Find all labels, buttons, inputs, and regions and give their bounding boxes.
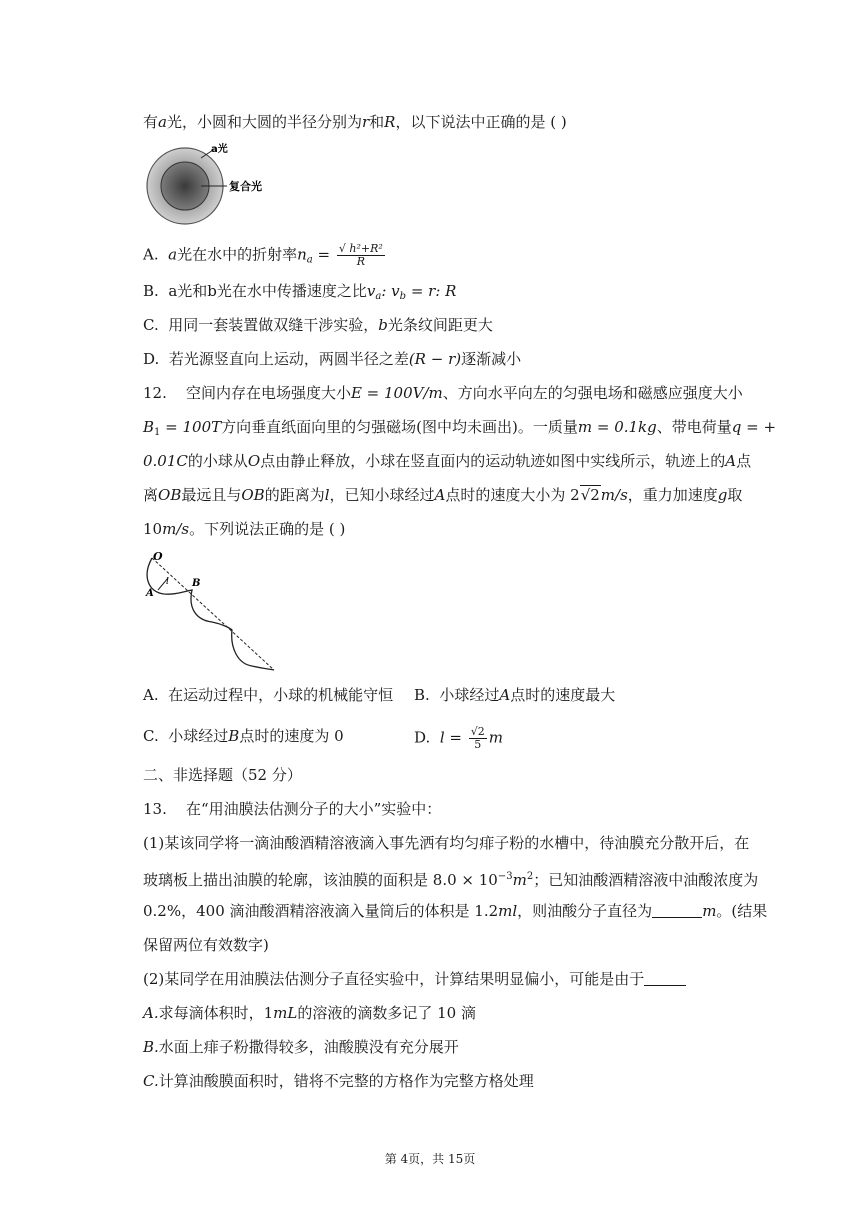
page-footer: 第 4页，共 15页 [384,1152,476,1166]
q11-option-a: A. a光在水中的折射率$n_a$ = $\frac{\text{√ h²+R²}}{R}$ [143,242,383,268]
q13-option-c: C.计算油酸膜面积时，错将不完整的方格作为完整方格处理 [143,1072,534,1090]
q12-line-3: 0.01C的小球从O点由静止释放，小球在竖直面内的运动轨迹如图中实线所示，轨迹上的A点 [143,452,752,470]
q11-stem: 有a光，小圆和大圆的半径分别为r和R，以下说法中正确的是 ( ) [143,113,567,131]
q12-option-d: D. l = $\frac{√2}{5}$ m [414,725,503,751]
q13-stem: 13. 在“用油膜法估测分子的大小”实验中： [143,800,442,818]
q13-p1-line-3: 0.2%，400 滴油酸酒精溶液滴入量筒后的体积是 1.2ml，则油酸分子直径为 m。(结果 [143,902,768,920]
label-b: B [192,578,201,589]
q11-option-b: B. a光和b光在水中传播速度之比$v_a$: $v_b = r$: R [143,282,457,302]
q11-option-c: C. 用同一套装置做双缝干涉实验，b光条纹间距更大 [143,316,493,334]
q13-option-a: A.求每滴体积时，1mL的溶液的滴数多记了 10 滴 [143,1004,476,1022]
q12-trajectory-figure [140,548,280,676]
ob-dashed-line [152,558,274,670]
q11-circles-figure [143,140,293,230]
q13-option-b: B.水面上痱子粉撒得较多，油酸膜没有充分展开 [143,1038,459,1056]
label-a-light: a光 [211,144,228,155]
label-l: l [166,577,169,587]
answer-blank-2[interactable] [644,971,686,986]
label-composite: 复合光 [229,180,262,193]
q13-p2: (2)某同学在用油膜法估测分子直径实验中，计算结果明显偏小，可能是由于 [143,969,686,989]
q12-line-4: 离OB最远且与OB的距离为l，已知小球经过A点时的速度大小为 2√2m/s，重力加速度g取 [143,486,743,504]
q13-p1-line-4: 保留两位有效数字) [143,936,269,954]
q13-p1-line-1: (1)某该同学将一滴油酸酒精溶液滴入事先洒有均匀痱子粉的水槽中，待油膜充分散开后，在 [143,834,750,852]
q12-option-c: C. 小球经过B点时的速度为 0 [143,727,344,745]
q12-line-2: $B_1 = 100T$方向垂直纸面向里的匀强磁场(图中均未画出)。一质量m = 0.1kg、带电荷量q = + [143,418,777,438]
q12-line-1: 12. 空间内存在电场强度大小E = 100V/m、方向水平向左的匀强电场和磁感应强度大小 [143,384,743,402]
q13-p1-line-2: 玻璃板上描出油膜的轮廓，该油膜的面积是 $8.0 \times 10^{-3}m^2$；已知油酸酒精溶液中油酸浓度为 [143,871,759,889]
q11-option-d: D. 若光源竖直向上运动，两圆半径之差(R − r)逐渐减小 [143,350,522,368]
label-a: A [146,588,154,599]
answer-blank-1[interactable] [652,903,702,918]
q12-option-a: A. 在运动过程中，小球的机械能守恒 [143,686,394,704]
q12-option-b: B. 小球经过A点时的速度最大 [414,686,616,704]
label-o: O [153,550,163,563]
section-2-title: 二、非选择题（52 分） [143,766,302,784]
q12-line-5: 10m/s。下列说法正确的是 ( ) [143,520,346,538]
